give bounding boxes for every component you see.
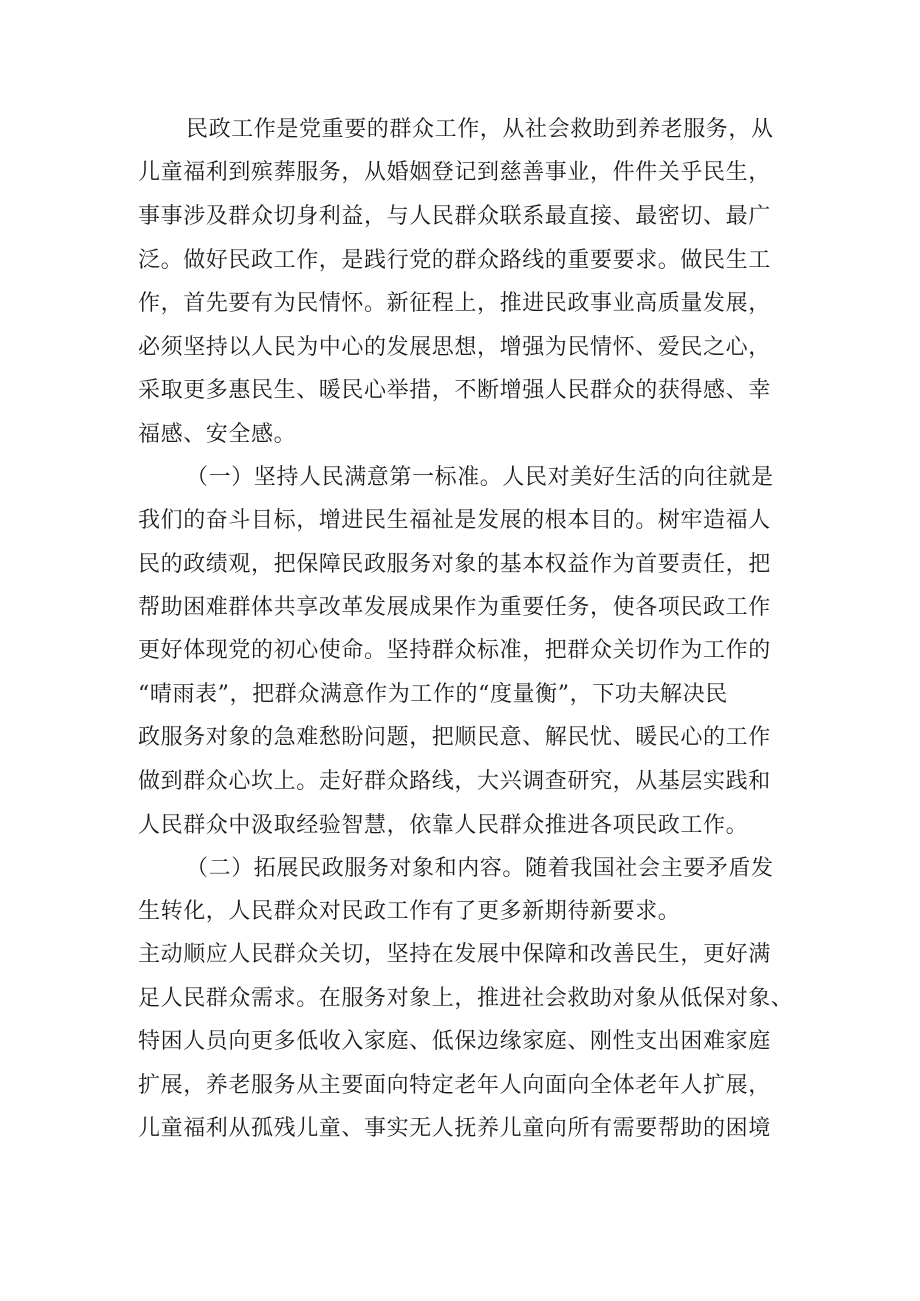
text-line: 特困人员向更多低收入家庭、低保边缘家庭、刚性支出困难家庭 (138, 1029, 771, 1054)
text-line: 人民群众中汲取经验智慧，依靠人民群众推进各项民政工作。 (138, 813, 749, 838)
text-line: 我们的奋斗目标，增进民生福祉是发展的根本目的。树牢造福人 (138, 508, 771, 533)
text-line: 扩展，养老服务从主要面向特定老年人向面向全体老年人扩展， (138, 1073, 771, 1098)
text-line: 做到群众心坎上。走好群众路线，大兴调查研究，从基层实践和 (138, 769, 771, 794)
text-line: 更好体现党的初心使命。坚持群众标准，把群众关切作为工作的 (138, 638, 771, 663)
text-line: 政服务对象的急难愁盼问题，把顺民意、解民忧、暖民心的工作 (138, 725, 771, 750)
text-line: 必须坚持以人民为中心的发展思想，增强为民情怀、爱民之心， (138, 335, 771, 360)
section-heading-line: （一）坚持人民满意第一标准。人民对美好生活的向往就是 (186, 465, 774, 490)
text-line: 事事涉及群众切身利益，与人民群众联系最直接、最密切、最广 (138, 204, 771, 229)
text-line: 福感、安全感。 (138, 422, 297, 447)
text-line: 儿童福利从孤残儿童、事实无人抚养儿童向所有需要帮助的困境 (138, 1116, 771, 1141)
text-line: 泛。做好民政工作，是践行党的群众路线的重要要求。做民生工 (138, 248, 771, 273)
text-line: 采取更多惠民生、暖民心举措，不断增强人民群众的获得感、幸 (138, 378, 771, 403)
text-line: “晴雨表”，把群众满意作为工作的“度量衡”，下功夫解决民 (138, 682, 728, 707)
text-line: 帮助困难群体共享改革发展成果作为重要任务，使各项民政工作 (138, 595, 771, 620)
text-line: 生转化，人民群众对民政工作有了更多新期待新要求。 (138, 899, 681, 924)
text-line: 足人民群众需求。在服务对象上，推进社会救助对象从低保对象、 (138, 986, 794, 1011)
section-heading-line: （二）拓展民政服务对象和内容。随着我国社会主要矛盾发 (186, 856, 774, 881)
text-line: 儿童福利到殡葬服务，从婚姻登记到慈善事业，件件关乎民生， (138, 160, 771, 185)
text-line: 民的政绩观，把保障民政服务对象的基本权益作为首要责任，把 (138, 552, 771, 577)
text-line: 民政工作是党重要的群众工作，从社会救助到养老服务，从 (186, 117, 774, 142)
text-line: 主动顺应人民群众关切，坚持在发展中保障和改善民生，更好满 (138, 942, 771, 967)
text-line: 作，首先要有为民情怀。新征程上，推进民政事业高质量发展， (138, 291, 771, 316)
